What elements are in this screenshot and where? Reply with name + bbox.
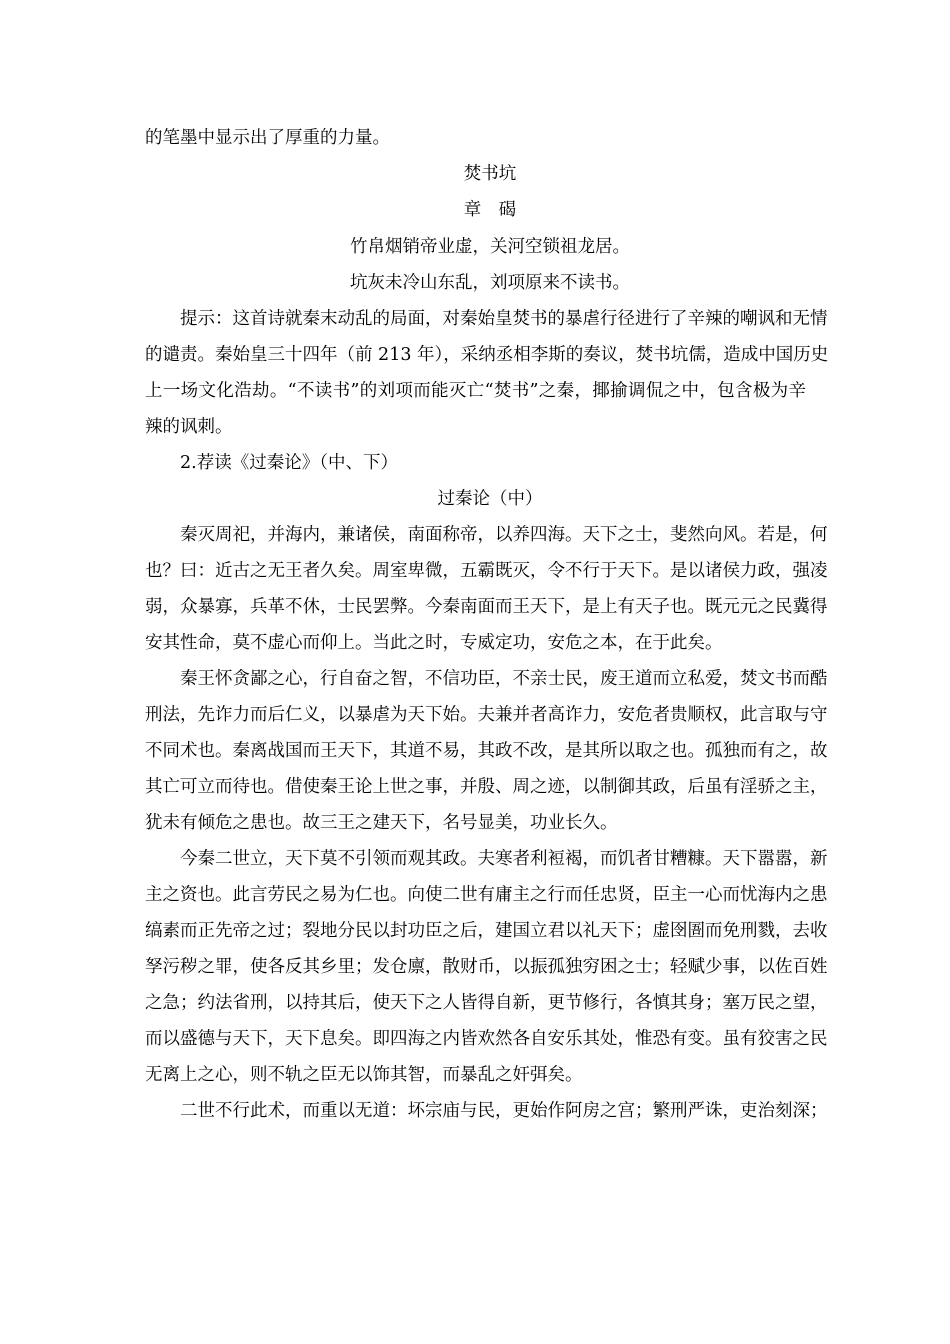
paragraph-line: 也？曰：近古之无王者久矣。周室卑微，五霸既灭，令不行于天下。是以诸侯力政，强凌 <box>145 561 828 581</box>
poem-author: 章 碣 <box>463 200 517 220</box>
paragraph-line: 其亡可立而待也。借使秦王论上世之事，并殷、周之迹，以制御其政，后虽有淫骄之主， <box>145 777 828 797</box>
poem-line: 竹帛烟销帝业虚，关河空锁祖龙居。 <box>350 237 630 257</box>
paragraph-line: 安其性命，莫不虚心而仰上。当此之时，专威定功，安危之本，在于此矣。 <box>145 633 723 653</box>
paragraph-line: 辣的讽刺。 <box>145 417 233 437</box>
paragraph-line: 之急；约法省刑，以持其后，使天下之人皆得自新，更节修行，各慎其身；塞万民之望， <box>145 993 828 1013</box>
poem-line: 坑灰未冷山东乱，刘项原来不读书。 <box>350 273 630 293</box>
paragraph-line: 秦王怀贪鄙之心，行自奋之智，不信功臣，不亲士民，废王道而立私爱，焚文书而酷 <box>180 669 828 689</box>
paragraph-line: 孥污秽之罪，使各反其乡里；发仓廪，散财币，以振孤独穷困之士；轻赋少事，以佐百姓 <box>145 957 828 977</box>
paragraph-line: 的笔墨中显示出了厚重的力量。 <box>145 128 390 148</box>
paragraph-line: 刑法，先诈力而后仁义，以暴虐为天下始。夫兼并者高诈力，安危者贵顺权，此言取与守 <box>145 705 828 725</box>
paragraph-line: 提示：这首诗就秦末动乱的局面，对秦始皇焚书的暴虐行径进行了辛辣的嘲讽和无情 <box>180 309 828 329</box>
paragraph-line: 弱，众暴寡，兵革不休，士民罢弊。今秦南面而王天下，是上有天子也。既元元之民冀得 <box>145 597 828 617</box>
poem-title: 焚书坑 <box>463 164 517 184</box>
essay-title: 过秦论（中） <box>437 489 543 509</box>
paragraph-line: 秦灭周祀，并海内，兼诸侯，南面称帝，以养四海。天下之士，斐然向风。若是，何 <box>180 525 828 545</box>
paragraph-line: 缟素而正先帝之过；裂地分民以封功臣之后，建国立君以礼天下；虚囹圄而免刑戮，去收 <box>145 921 828 941</box>
paragraph-line: 今秦二世立，天下莫不引领而观其政。夫寒者利裋褐，而饥者甘糟糠。天下嚣嚣，新 <box>180 849 828 869</box>
paragraph-line: 不同术也。秦离战国而王天下，其道不易，其政不改，是其所以取之也。孤独而有之，故 <box>145 741 828 761</box>
paragraph-line: 的谴责。秦始皇三十四年（前 213 年），采纳丞相李斯的奏议，焚书坑儒，造成中国历史 <box>145 345 829 365</box>
paragraph-line: 主之资也。此言劳民之易为仁也。向使二世有庸主之行而任忠贤，臣主一心而忧海内之患 <box>145 885 828 905</box>
paragraph-line: 上一场文化浩劫。“不读书”的刘项而能灭亡“焚书”之秦，揶揄调侃之中，包含极为辛 <box>145 381 806 401</box>
paragraph-line: 二世不行此术，而重以无道：坏宗庙与民，更始作阿房之宫；繁刑严诛，吏治刻深； <box>180 1101 828 1121</box>
paragraph-line: 而以盛德与天下，天下息矣。即四海之内皆欢然各自安乐其处，惟恐有变。虽有狡害之民 <box>145 1029 828 1049</box>
paragraph-line: 犹未有倾危之患也。故三王之建天下，名号显美，功业长久。 <box>145 813 618 833</box>
paragraph-line: 无离上之心，则不轨之臣无以饰其智，而暴乱之奸弭矣。 <box>145 1065 583 1085</box>
section-heading: 2.荐读《过秦论》（中、下） <box>180 453 398 473</box>
